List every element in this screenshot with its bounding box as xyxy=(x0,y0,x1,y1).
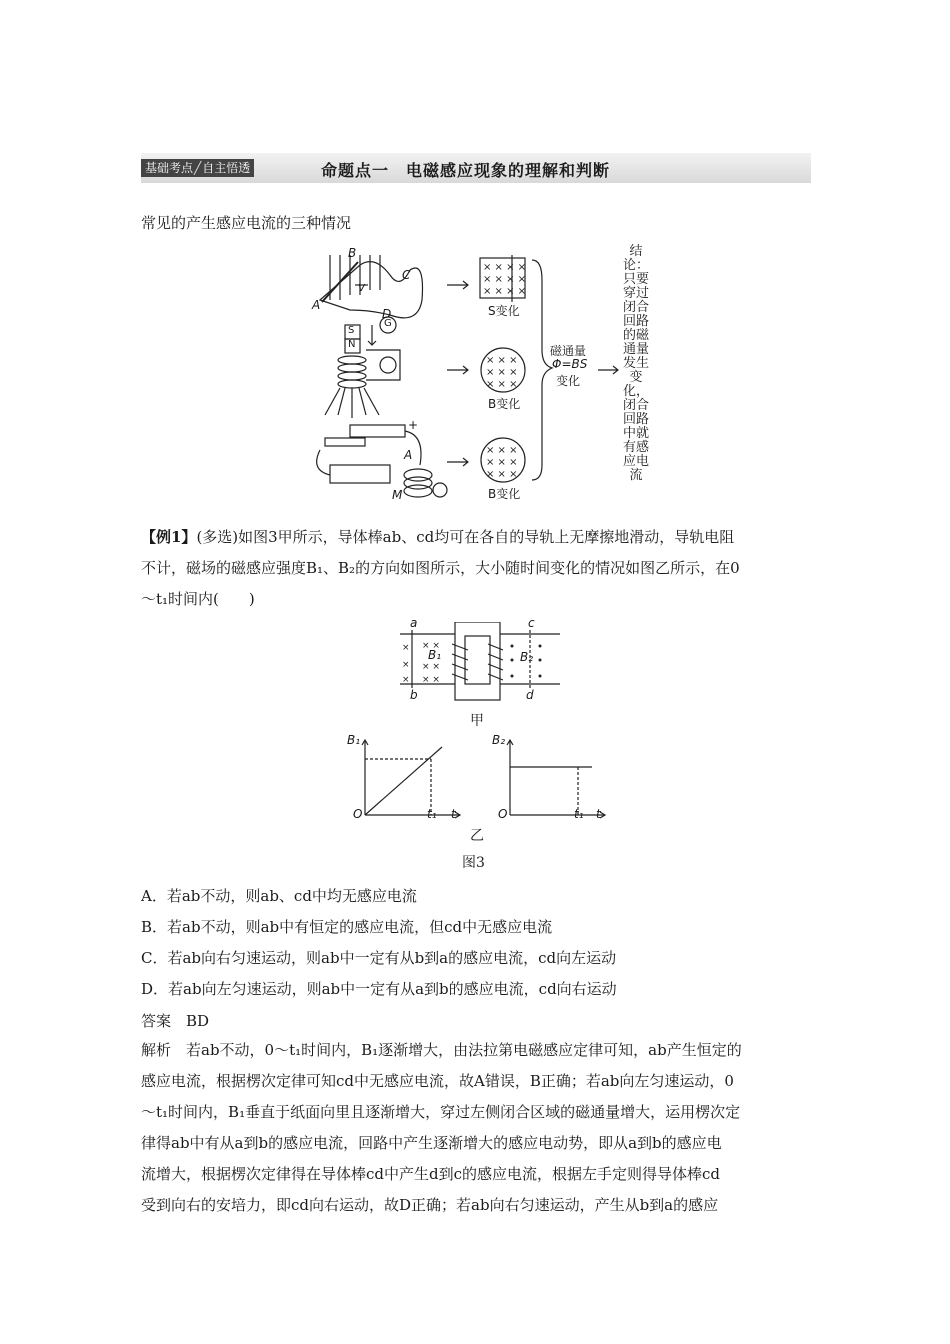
s-change-label: S变化 xyxy=(488,304,520,318)
section-title: 命题点一 电磁感应现象的理解和判断 xyxy=(321,161,611,180)
section-tag: 基础考点╱自主悟透 xyxy=(141,159,254,177)
label-B: B xyxy=(348,246,357,260)
svg-text:× × ×: × × × xyxy=(486,379,518,390)
label-v: v xyxy=(358,280,366,294)
option-A: A．若ab不动，则ab、cd中均无感应电流 xyxy=(141,887,417,905)
analysis-line-5: 流增大，根据楞次定律得在导体棒cd中产生d到c的感应电流，根据左手定则得导体棒cd xyxy=(141,1165,721,1183)
rails-diagram xyxy=(400,622,560,712)
example-line-2: 不计，磁场的磁感应强度B₁、B₂的方向如图所示，大小随时间变化的情况如图乙所示，在0 xyxy=(141,559,740,577)
graph-B2 xyxy=(490,735,610,825)
svg-text:× × × ×: × × × × xyxy=(483,286,527,297)
flux-label-1: 磁通量 xyxy=(550,344,587,358)
figure-caption: 图3 xyxy=(462,855,485,871)
b-change-label-1: B变化 xyxy=(488,397,521,411)
label-c: c xyxy=(528,616,535,630)
analysis-line-1: 解析 若ab不动，0～t₁时间内，B₁逐渐增大，由法拉第电磁感应定律可知，ab产生恒定的 xyxy=(141,1041,742,1059)
graph-B1 xyxy=(345,735,465,825)
svg-text:× × ×: × × × xyxy=(486,469,518,480)
example-text-1: (多选)如图3甲所示，导体棒ab、cd均可在各自的导轨上无摩擦地滑动，导轨电阻 xyxy=(196,528,735,546)
graph1-origin: O xyxy=(353,807,363,821)
svg-text:× × ×: × × × xyxy=(486,457,518,468)
flux-label-2: Φ=BS xyxy=(552,357,588,371)
graph1-t: t xyxy=(451,807,456,821)
example-line-3: ～t₁时间内( ) xyxy=(141,590,255,608)
analysis-line-3: ～t₁时间内，B₁垂直于纸面向里且逐渐增大，穿过左侧闭合区域的磁通量增大，运用楞次定 xyxy=(141,1103,741,1121)
option-D: D．若ab向左匀速运动，则ab中一定有从a到b的感应电流，cd向右运动 xyxy=(141,980,617,998)
svg-text:× × ×: × × × xyxy=(486,367,518,378)
label-a: a xyxy=(410,616,418,630)
label-D: D xyxy=(382,307,392,321)
conclusion-text: 结论：只要穿过闭合回路的磁通量发生变化，闭合回路中就有感应电流 xyxy=(622,244,649,483)
analysis-line-6: 受到向右的安培力，即cd向右运动，故D正确；若ab向右匀速运动，产生从b到a的感应 xyxy=(141,1196,719,1214)
svg-text:× × × ×: × × × × xyxy=(483,274,527,285)
label-A2: A xyxy=(404,448,413,462)
svg-text:× ×: × × xyxy=(422,675,440,685)
induction-cases-diagram xyxy=(300,240,670,510)
option-B: B．若ab不动，则ab中有恒定的感应电流，但cd中无感应电流 xyxy=(141,918,553,936)
graph1-t1: t₁ xyxy=(427,807,437,821)
flux-label-3: 变化 xyxy=(556,374,581,388)
tag-right: 自主悟透 xyxy=(202,161,251,175)
graph2-t: t xyxy=(596,807,601,821)
label-b: b xyxy=(410,688,418,702)
analysis-line-4: 律得ab中有从a到b的感应电流，回路中产生逐渐增大的感应电动势，即从a到b的感应电 xyxy=(141,1134,722,1152)
svg-text:×: × xyxy=(402,660,410,670)
label-d: d xyxy=(526,688,534,702)
svg-text:×: × xyxy=(402,643,410,653)
tag-left: 基础考点 xyxy=(145,161,194,175)
section-header-bar xyxy=(141,153,811,183)
label-N: N xyxy=(348,339,356,350)
label-S: S xyxy=(348,325,355,336)
graph2-ylabel: B₂ xyxy=(492,733,506,747)
intro-text: 常见的产生感应电流的三种情况 xyxy=(141,214,352,232)
svg-text:× × × ×: × × × × xyxy=(483,262,527,273)
label-C: C xyxy=(402,268,411,282)
analysis-line-2: 感应电流，根据楞次定律可知cd中无感应电流，故A错误，B正确；若ab向左匀速运动，0 xyxy=(141,1072,734,1090)
label-B1: B₁ xyxy=(428,648,442,662)
example-tag: 【例1】 xyxy=(141,528,197,546)
label-A: A xyxy=(312,298,321,312)
label-G: G xyxy=(384,318,392,329)
graph2-origin: O xyxy=(498,807,508,821)
graph2-t1: t₁ xyxy=(574,807,584,821)
b-change-label-2: B变化 xyxy=(488,487,521,501)
svg-text:× × ×: × × × xyxy=(486,355,518,366)
svg-text:×: × xyxy=(402,675,410,685)
label-plus: + xyxy=(408,418,419,432)
caption-yi: 乙 xyxy=(470,828,484,844)
answer: 答案 BD xyxy=(141,1012,210,1030)
example-line-1 xyxy=(141,522,811,553)
label-M: M xyxy=(392,488,403,502)
label-B2: B₂ xyxy=(520,650,534,664)
graph-B2-svg xyxy=(490,735,610,825)
svg-text:× × ×: × × × xyxy=(486,445,518,456)
figure-jia xyxy=(400,616,560,712)
induction-cases-figure xyxy=(300,240,670,510)
svg-text:× ×: × × xyxy=(422,662,440,672)
option-C: C．若ab向右匀速运动，则ab中一定有从b到a的感应电流，cd向左运动 xyxy=(141,949,617,967)
graph1-ylabel: B₁ xyxy=(347,733,361,747)
caption-jia: 甲 xyxy=(470,713,484,729)
graph-B1-svg xyxy=(345,735,465,825)
svg-text:× ×: × × xyxy=(422,641,440,651)
